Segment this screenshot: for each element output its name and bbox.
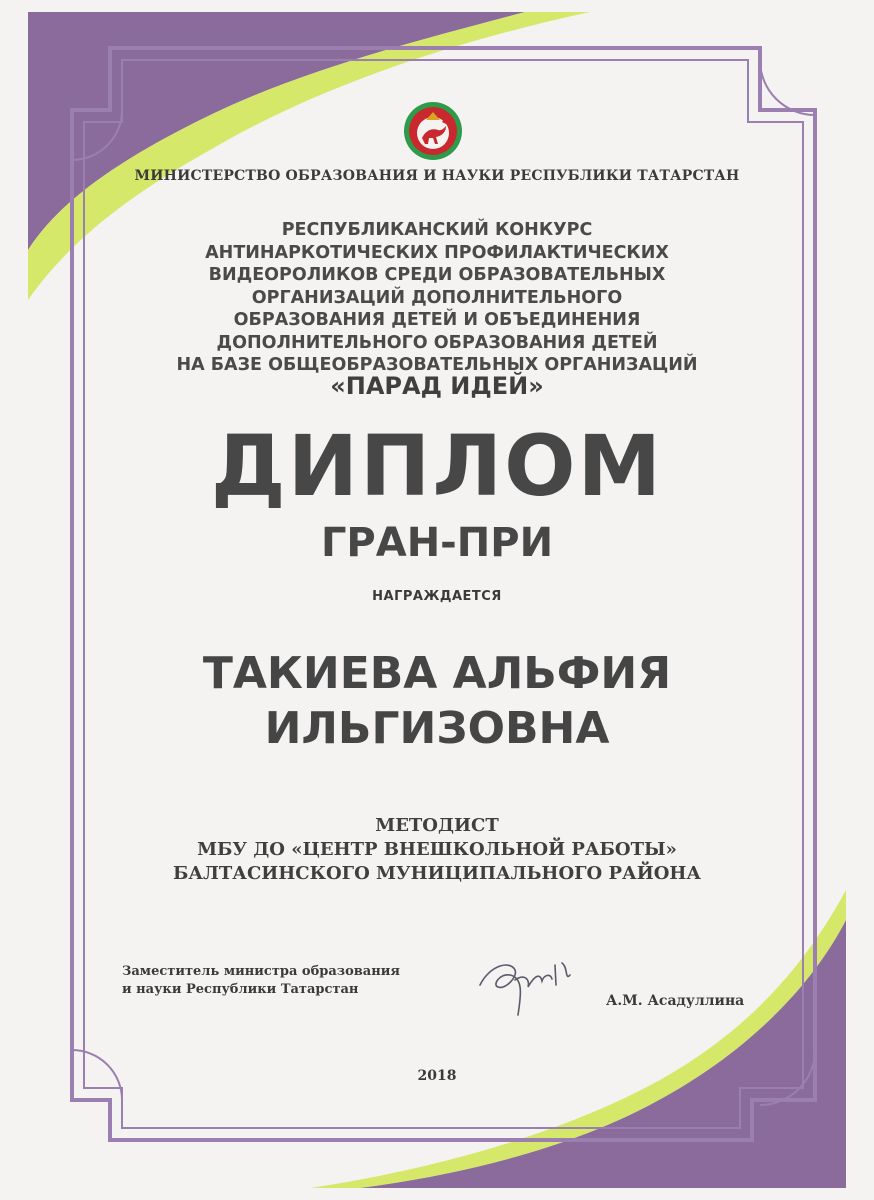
awarded-label: НАГРАЖДАЕТСЯ	[372, 589, 502, 604]
ministry-title: МИНИСТЕРСТВО ОБРАЗОВАНИЯ И НАУКИ РЕСПУБЛИКИ ТАТАРСТАН	[134, 168, 740, 184]
contest-line: ОБРАЗОВАНИЯ ДЕТЕЙ И ОБЪЕДИНЕНИЯ	[233, 310, 641, 330]
position-line-1: МЕТОДИСТ	[375, 815, 499, 836]
signer-title-line-2: и науки Республики Татарстан	[122, 982, 359, 997]
contest-line: АНТИНАРКОТИЧЕСКИХ ПРОФИЛАКТИЧЕСКИХ	[205, 242, 669, 263]
contest-name: «ПАРАД ИДЕЙ»	[330, 372, 544, 400]
recipient-line-1: ТАКИЕВА АЛЬФИЯ	[202, 648, 672, 699]
issue-year: 2018	[417, 1068, 457, 1084]
handwritten-signature	[470, 945, 580, 1025]
position-line-3: БАЛТАСИНСКОГО МУНИЦИПАЛЬНОГО РАЙОНА	[172, 863, 702, 884]
signer-title	[122, 963, 400, 999]
contest-line: РЕСПУБЛИКАНСКИЙ КОНКУРС	[281, 220, 593, 240]
contest-line: ДОПОЛНИТЕЛЬНОГО ОБРАЗОВАНИЯ ДЕТЕЙ	[216, 332, 658, 353]
corner-arc-top-right	[760, 60, 815, 115]
contest-line: ВИДЕОРОЛИКОВ СРЕДИ ОБРАЗОВАТЕЛЬНЫХ	[208, 265, 666, 285]
award-title: ГРАН-ПРИ	[320, 520, 554, 566]
contest-description	[100, 219, 774, 377]
recipient-name	[0, 646, 874, 756]
contest-line: НА БАЗЕ ОБЩЕОБРАЗОВАТЕЛЬНЫХ ОРГАНИЗАЦИЙ	[176, 355, 698, 375]
diploma-title: ДИПЛОМ	[210, 417, 664, 515]
bottom-right-purple-band	[360, 920, 846, 1188]
signer-name: А.М. Асадуллина	[606, 993, 745, 1009]
signer-title-line-1: Заместитель министра образования	[122, 964, 400, 979]
tatarstan-emblem-icon	[402, 100, 464, 162]
contest-line: ОРГАНИЗАЦИЙ ДОПОЛНИТЕЛЬНОГО	[251, 287, 623, 308]
recipient-position	[0, 814, 874, 886]
position-line-2: МБУ ДО «ЦЕНТР ВНЕШКОЛЬНОЙ РАБОТЫ»	[197, 839, 677, 860]
recipient-line-2: ИЛЬГИЗОВНА	[264, 703, 610, 754]
